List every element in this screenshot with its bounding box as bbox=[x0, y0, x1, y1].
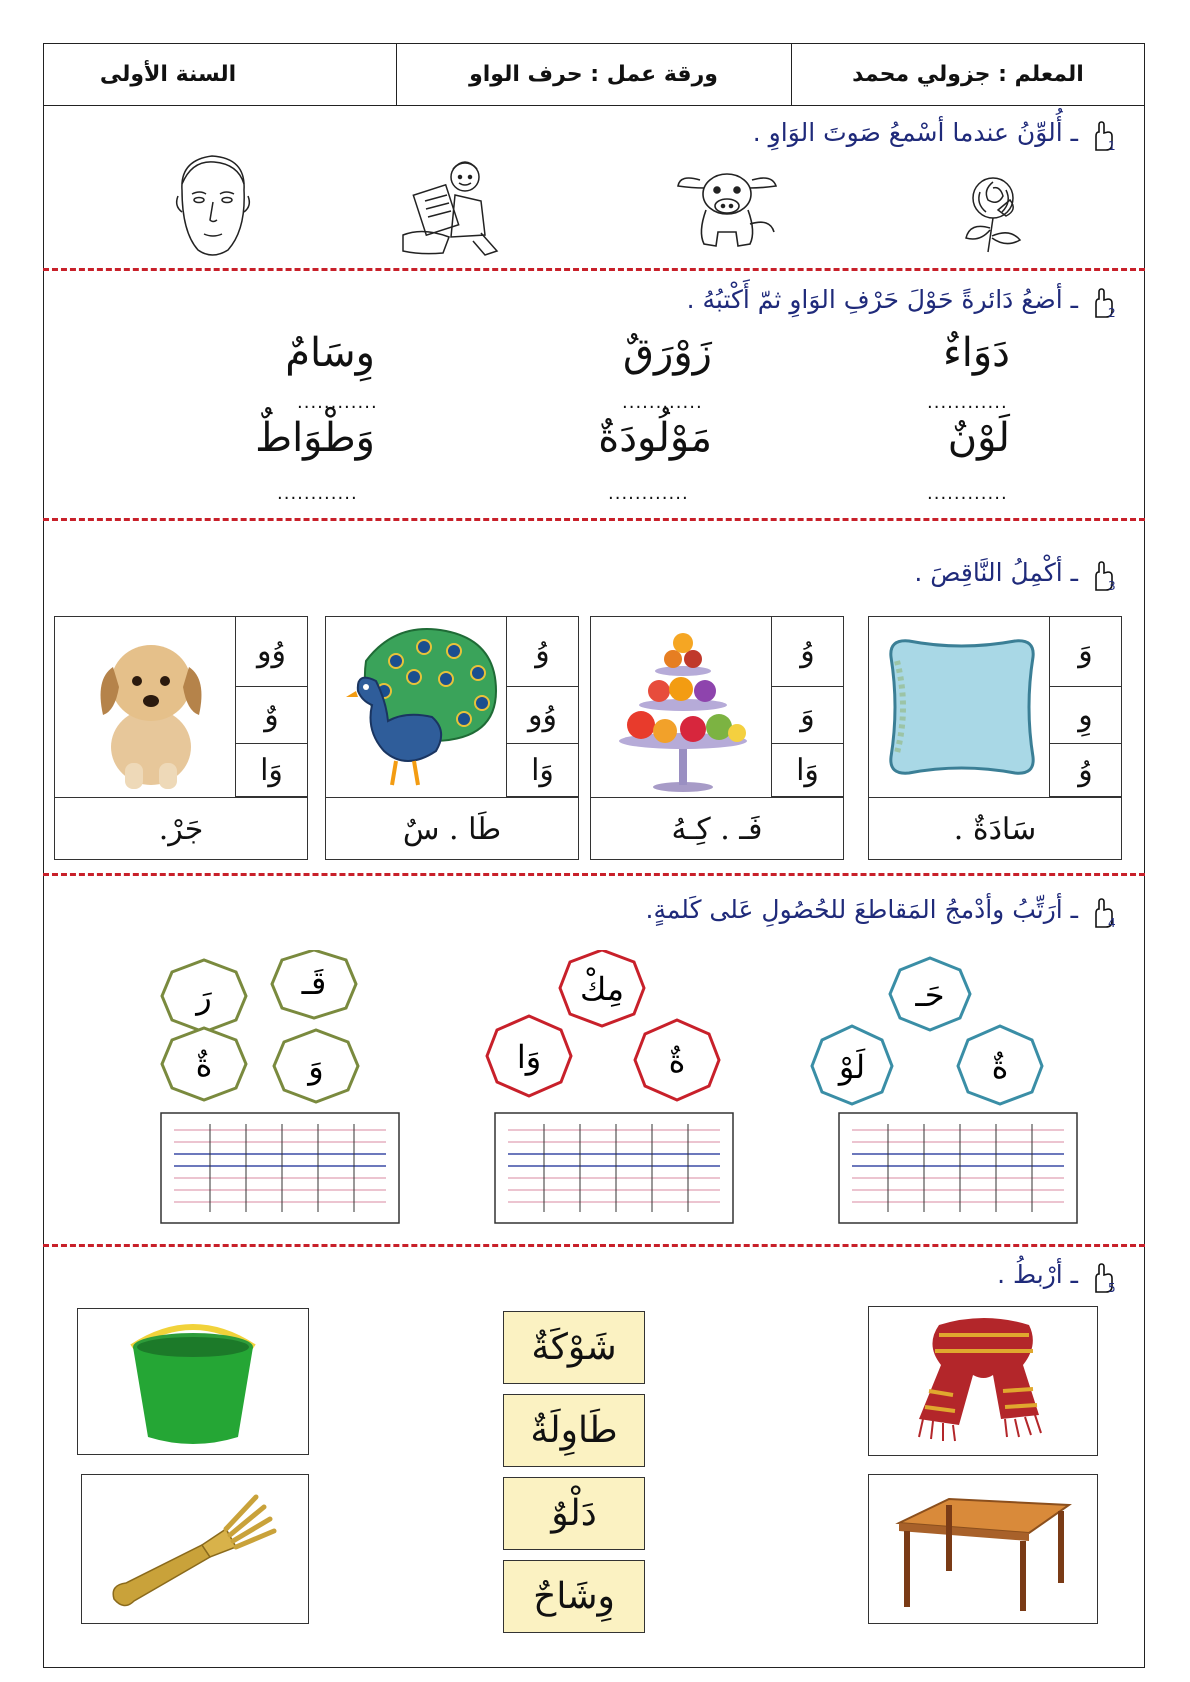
syllable-option[interactable]: وٌ bbox=[235, 686, 307, 744]
write-blank[interactable]: ............ bbox=[608, 483, 689, 504]
hand-number-icon bbox=[1088, 120, 1120, 152]
writing-grid[interactable] bbox=[838, 1112, 1078, 1224]
section-divider bbox=[43, 518, 1145, 521]
peacock-icon bbox=[336, 621, 506, 793]
header-divider bbox=[396, 43, 397, 105]
circle-word[interactable]: لَوْنٌ bbox=[947, 415, 1010, 461]
hand-number-icon bbox=[1088, 897, 1120, 929]
section-divider bbox=[43, 268, 1145, 271]
match-image-box[interactable] bbox=[868, 1306, 1098, 1456]
syllable-text: حَـ bbox=[915, 976, 945, 1014]
match-image-box[interactable] bbox=[868, 1474, 1098, 1624]
write-blank[interactable]: ............ bbox=[927, 483, 1008, 504]
write-blank[interactable]: ............ bbox=[277, 483, 358, 504]
worksheet-title: ورقة عمل : حرف الواو bbox=[469, 61, 718, 87]
face-icon[interactable] bbox=[172, 150, 254, 262]
syllable-option[interactable]: وُو bbox=[506, 686, 578, 744]
incomplete-word: طَا . سٌ bbox=[326, 797, 578, 860]
match-word[interactable]: شَوْكَةٌ bbox=[503, 1311, 645, 1384]
bucket-icon bbox=[118, 1317, 268, 1449]
syllable-option[interactable]: وُ bbox=[771, 617, 843, 687]
complete-card bbox=[325, 616, 579, 860]
syllable-option[interactable]: وُ bbox=[506, 617, 578, 687]
syllable-text: مِكْ bbox=[579, 970, 625, 1008]
ex1-instruction: ـ أُلوِّنُ عندما أسْمعُ صَوتَ الوَاوِ . bbox=[752, 118, 1078, 147]
match-image-box[interactable] bbox=[77, 1308, 309, 1455]
scarf-icon bbox=[889, 1315, 1079, 1449]
incomplete-word: جَرْ. bbox=[55, 797, 307, 860]
circle-word[interactable]: زَوْرَقٌ bbox=[623, 330, 712, 376]
svg-text:1: 1 bbox=[1108, 139, 1116, 152]
ex4-instruction: ـ أرَتِّبُ وأدْمجُ المَقاطعَ للحُصُولِ عَلى كَلمةٍ. bbox=[645, 895, 1078, 924]
write-blank[interactable]: ............ bbox=[622, 392, 703, 413]
match-word[interactable]: طَاوِلَةٌ bbox=[503, 1394, 645, 1467]
rose-icon[interactable] bbox=[948, 170, 1038, 255]
syllable-text: وَ bbox=[308, 1048, 324, 1086]
syllable-group bbox=[810, 950, 1080, 1120]
syllable-option[interactable]: وَ bbox=[1049, 617, 1121, 687]
syllable-option[interactable]: وَا bbox=[235, 743, 307, 797]
hand-number-icon bbox=[1088, 287, 1120, 319]
syllable-option[interactable]: وُو bbox=[235, 617, 307, 687]
incomplete-word: سَادَةٌ . bbox=[869, 797, 1121, 860]
grade-level: السنة الأولى bbox=[99, 61, 237, 87]
write-blank[interactable]: ............ bbox=[297, 392, 378, 413]
circle-word[interactable]: وَطْوَاطٌ bbox=[255, 415, 375, 461]
syllable-text: رَ bbox=[196, 978, 212, 1016]
svg-text:4: 4 bbox=[1108, 916, 1116, 929]
ex2-instruction: ـ أضعُ دَائرةً حَوْلَ حَرْفِ الوَاوِ ثمّ أَكْتبُهُ . bbox=[686, 285, 1078, 314]
puppy-icon bbox=[69, 623, 229, 793]
ex3-instruction: ـ أكْمِلُ النَّاقِصَ . bbox=[914, 558, 1078, 587]
table-icon bbox=[889, 1487, 1079, 1613]
complete-card bbox=[868, 616, 1122, 860]
match-image-box[interactable] bbox=[81, 1474, 309, 1624]
match-word[interactable]: وِشَاحٌ bbox=[503, 1560, 645, 1633]
svg-text:5: 5 bbox=[1108, 1281, 1116, 1294]
syllable-group bbox=[485, 950, 755, 1120]
header-divider bbox=[791, 43, 792, 105]
svg-text:3: 3 bbox=[1108, 579, 1116, 592]
fruit-stand-icon bbox=[601, 623, 766, 793]
circle-word[interactable]: دَوَاءٌ bbox=[942, 330, 1010, 376]
teacher-name: المعلم : جزولي محمد bbox=[852, 61, 1084, 87]
syllable-option[interactable]: وَا bbox=[506, 743, 578, 797]
incomplete-word: فَـ . كِـهُ bbox=[591, 797, 843, 860]
syllable-option[interactable]: وَا bbox=[771, 743, 843, 797]
complete-card bbox=[590, 616, 844, 860]
write-blank[interactable]: ............ bbox=[927, 392, 1008, 413]
syllable-text: لَوْ bbox=[838, 1048, 866, 1086]
section-divider bbox=[43, 873, 1145, 876]
syllable-text: ةٌ bbox=[195, 1046, 213, 1084]
syllable-text: ةٌ bbox=[668, 1042, 686, 1080]
writing-grid[interactable] bbox=[494, 1112, 734, 1224]
syllable-group bbox=[160, 950, 400, 1110]
writing-grid[interactable] bbox=[160, 1112, 400, 1224]
complete-card bbox=[54, 616, 308, 860]
syllable-option[interactable]: وُ bbox=[1049, 743, 1121, 797]
hand-number-icon bbox=[1088, 1262, 1120, 1294]
hand-number-icon bbox=[1088, 560, 1120, 592]
ex5-instruction: ـ أرْبطُ . bbox=[997, 1260, 1078, 1289]
fork-icon bbox=[106, 1489, 286, 1613]
syllable-text: قَـ bbox=[301, 964, 327, 1002]
header-table bbox=[43, 43, 1145, 106]
section-divider bbox=[43, 1244, 1145, 1247]
bull-icon[interactable] bbox=[670, 162, 785, 257]
syllable-option[interactable]: وِ bbox=[1049, 686, 1121, 744]
match-word[interactable]: دَلْوٌ bbox=[503, 1477, 645, 1550]
syllable-text: ةٌ bbox=[991, 1048, 1009, 1086]
syllable-text: وَا bbox=[516, 1038, 542, 1076]
circle-word[interactable]: مَوْلُودَةٌ bbox=[598, 415, 712, 461]
syllable-option[interactable]: وَ bbox=[771, 686, 843, 744]
circle-word[interactable]: وِسَامٌ bbox=[285, 330, 375, 376]
pillow-icon bbox=[879, 627, 1044, 787]
svg-text:2: 2 bbox=[1108, 306, 1116, 319]
doll-icon[interactable] bbox=[393, 155, 503, 260]
